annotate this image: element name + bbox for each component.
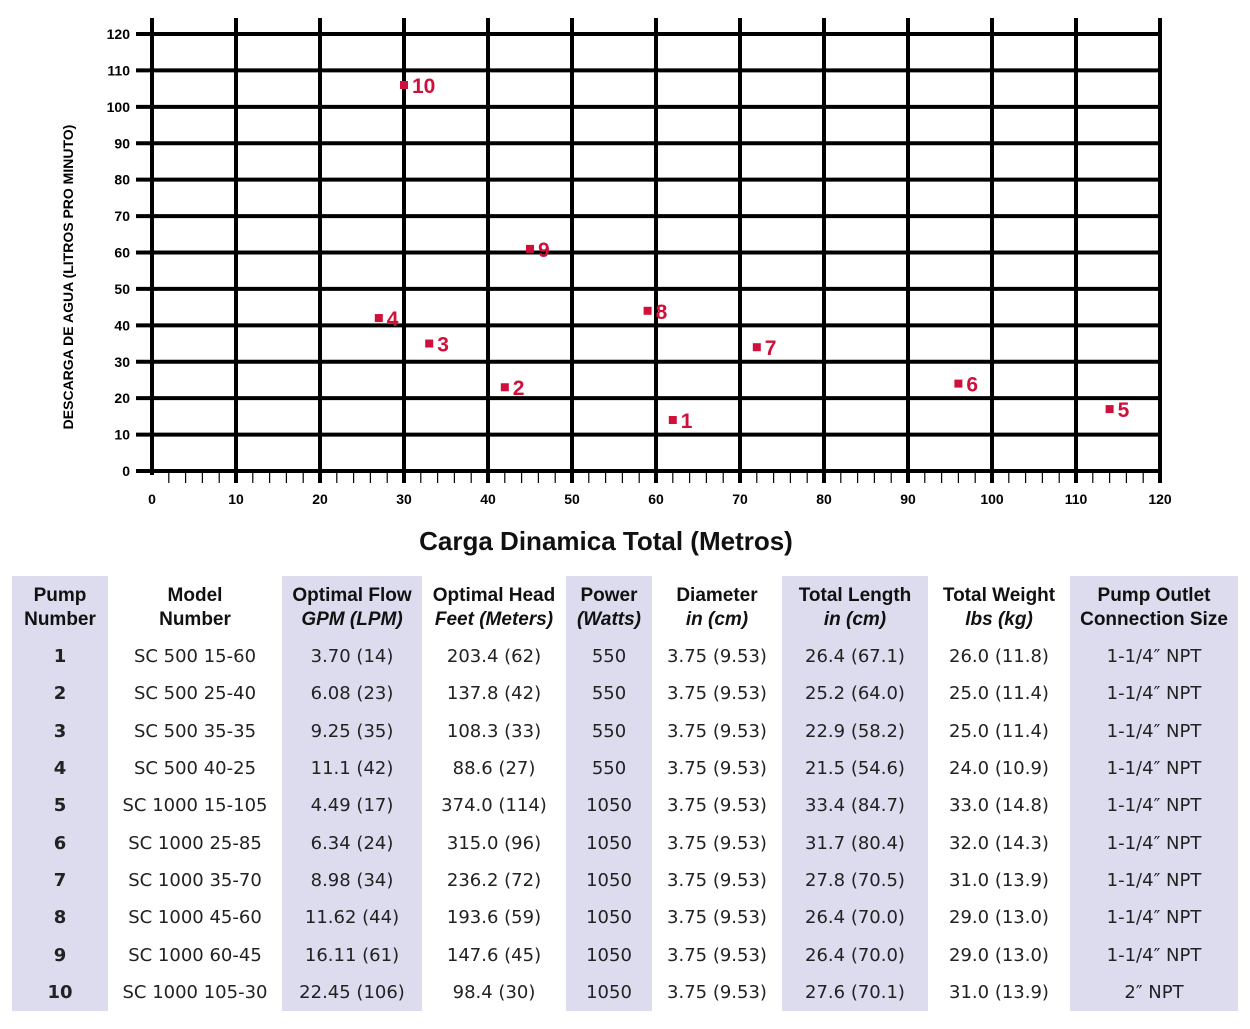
header-line2: in (cm) — [685, 609, 749, 630]
cell-pump-number: 2 — [12, 675, 108, 712]
cell-model-number: SC 500 15-60 — [133, 646, 257, 668]
cell-total-weight: 25.0 (11.4) — [949, 683, 1049, 705]
cell-model-number: SC 1000 35-70 — [128, 869, 262, 891]
cell-diameter: 3.75 (9.53) — [667, 795, 767, 817]
table-row — [12, 899, 1238, 936]
table-row — [12, 974, 1238, 1011]
x-tick-label: 10 — [228, 491, 244, 507]
cell-optimal-flow: 4.49 (17) — [282, 787, 422, 824]
y-tick-label: 90 — [114, 135, 130, 152]
data-point-8 — [644, 307, 652, 315]
cell-total-length: 27.6 (70.1) — [782, 974, 928, 1011]
header-line2: Number — [24, 609, 96, 630]
data-point-6 — [954, 380, 962, 388]
cell-optimal-flow: 16.11 (61) — [282, 936, 422, 973]
header-line2: GPM (LPM) — [301, 609, 403, 630]
cell-diameter: 3.75 (9.53) — [667, 758, 767, 780]
cell-total-length: 22.9 (58.2) — [782, 713, 928, 750]
data-label-6: 6 — [966, 373, 979, 397]
cell-diameter: 3.75 (9.53) — [667, 683, 767, 705]
x-tick-label: 20 — [312, 491, 328, 507]
data-label-9: 9 — [538, 238, 550, 262]
cell-total-weight: 29.0 (13.0) — [949, 907, 1049, 929]
cell-total-length: 27.8 (70.5) — [782, 862, 928, 899]
header-line1: Pump — [33, 585, 87, 606]
table-header-row — [12, 576, 1238, 638]
y-tick-label: 10 — [114, 426, 130, 443]
header-line2: Connection Size — [1080, 609, 1228, 630]
table-row — [12, 675, 1238, 712]
x-tick-label: 30 — [396, 491, 412, 507]
header-line2: in (cm) — [823, 609, 887, 630]
cell-power: 1050 — [566, 787, 652, 824]
cell-power: 1050 — [566, 824, 652, 861]
cell-outlet-size: 1-1/4″ NPT — [1070, 936, 1238, 973]
cell-diameter: 3.75 (9.53) — [667, 907, 767, 929]
data-point-1 — [669, 416, 677, 424]
cell-optimal-flow: 3.70 (14) — [282, 638, 422, 675]
cell-pump-number: 5 — [12, 787, 108, 824]
cell-total-weight: 31.0 (13.9) — [949, 981, 1049, 1003]
cell-outlet-size: 1-1/4″ NPT — [1070, 787, 1238, 824]
table-row — [12, 638, 1238, 675]
header-line1: Total Length — [798, 585, 912, 606]
header-line1: Model — [167, 585, 223, 606]
header-line1: Optimal Head — [432, 585, 556, 606]
cell-outlet-size: 1-1/4″ NPT — [1070, 713, 1238, 750]
cell-optimal-head: 137.8 (42) — [446, 683, 542, 705]
x-tick-label: 0 — [148, 491, 156, 507]
cell-pump-number: 4 — [12, 750, 108, 787]
cell-optimal-head: 203.4 (62) — [446, 646, 542, 668]
cell-model-number: SC 500 40-25 — [133, 758, 257, 780]
cell-total-length: 26.4 (70.0) — [782, 936, 928, 973]
data-label-3: 3 — [437, 333, 449, 357]
data-point-2 — [501, 383, 509, 391]
x-tick-label: 70 — [732, 491, 748, 507]
data-label-10: 10 — [412, 74, 436, 98]
cell-model-number: SC 1000 60-45 — [128, 944, 262, 966]
y-tick-label: 70 — [114, 208, 130, 225]
cell-pump-number: 1 — [12, 638, 108, 675]
header-line2: Feet (Meters) — [434, 609, 554, 630]
data-point-7 — [753, 343, 761, 351]
cell-optimal-head: 374.0 (114) — [441, 795, 547, 817]
cell-total-weight: 26.0 (11.8) — [949, 646, 1049, 668]
header-pump-number — [12, 576, 108, 638]
cell-outlet-size: 1-1/4″ NPT — [1070, 862, 1238, 899]
y-tick-label: 80 — [114, 171, 130, 188]
cell-power: 1050 — [566, 974, 652, 1011]
cell-diameter: 3.75 (9.53) — [667, 646, 767, 668]
cell-total-weight: 32.0 (14.3) — [949, 832, 1049, 854]
table-row — [12, 787, 1238, 824]
cell-optimal-head: 236.2 (72) — [446, 869, 542, 891]
data-point-5 — [1106, 405, 1114, 413]
data-point-4 — [375, 314, 383, 322]
pump-spec-table-container — [12, 576, 1238, 1011]
cell-outlet-size: 1-1/4″ NPT — [1070, 750, 1238, 787]
header-line1: Optimal Flow — [292, 585, 412, 606]
cell-power: 550 — [566, 638, 652, 675]
table-row — [12, 750, 1238, 787]
cell-power: 1050 — [566, 899, 652, 936]
x-tick-label: 110 — [1064, 491, 1088, 507]
x-tick-label: 100 — [980, 491, 1004, 507]
cell-optimal-flow: 6.34 (24) — [282, 824, 422, 861]
y-tick-label: 30 — [114, 353, 130, 370]
cell-optimal-head: 193.6 (59) — [446, 907, 542, 929]
header-line1: Power — [580, 585, 638, 606]
header-optimal-head — [422, 576, 566, 638]
cell-outlet-size: 1-1/4″ NPT — [1070, 675, 1238, 712]
cell-optimal-flow: 6.08 (23) — [282, 675, 422, 712]
table-body — [12, 638, 1238, 1011]
cell-power: 550 — [566, 713, 652, 750]
cell-optimal-head: 108.3 (33) — [446, 720, 542, 742]
header-line1: Diameter — [676, 585, 758, 606]
cell-optimal-head: 315.0 (96) — [446, 832, 542, 854]
cell-diameter: 3.75 (9.53) — [667, 981, 767, 1003]
cell-optimal-head: 98.4 (30) — [452, 981, 536, 1003]
cell-outlet-size: 2″ NPT — [1070, 974, 1238, 1011]
table-row — [12, 862, 1238, 899]
cell-optimal-flow: 11.62 (44) — [282, 899, 422, 936]
y-tick-label: 60 — [114, 244, 130, 261]
pump-spec-table — [12, 576, 1238, 1011]
header-line1: Total Weight — [942, 585, 1056, 606]
cell-optimal-flow: 8.98 (34) — [282, 862, 422, 899]
cell-optimal-flow: 22.45 (106) — [282, 974, 422, 1011]
header-total-weight — [928, 576, 1070, 638]
cell-pump-number: 6 — [12, 824, 108, 861]
data-label-5: 5 — [1117, 399, 1130, 423]
cell-total-length: 21.5 (54.6) — [782, 750, 928, 787]
cell-power: 550 — [566, 750, 652, 787]
cell-power: 550 — [566, 675, 652, 712]
cell-diameter: 3.75 (9.53) — [667, 944, 767, 966]
cell-outlet-size: 1-1/4″ NPT — [1070, 638, 1238, 675]
cell-pump-number: 3 — [12, 713, 108, 750]
x-tick-label: 40 — [480, 491, 496, 507]
header-line1: Pump Outlet — [1097, 585, 1211, 606]
y-tick-label: 40 — [114, 317, 130, 334]
cell-pump-number: 10 — [12, 974, 108, 1011]
y-axis-label: DESCARGA DE AGUA (LITROS PRO MINUTO) — [60, 124, 76, 430]
header-outlet-size — [1070, 576, 1238, 638]
cell-total-length: 31.7 (80.4) — [782, 824, 928, 861]
cell-model-number: SC 1000 25-85 — [128, 832, 262, 854]
cell-total-weight: 24.0 (10.9) — [949, 758, 1049, 780]
cell-total-length: 25.2 (64.0) — [782, 675, 928, 712]
cell-diameter: 3.75 (9.53) — [667, 720, 767, 742]
cell-model-number: SC 1000 15-105 — [122, 795, 268, 817]
data-label-1: 1 — [680, 410, 693, 434]
cell-total-length: 26.4 (70.0) — [782, 899, 928, 936]
y-tick-label: 0 — [122, 463, 130, 479]
cell-outlet-size: 1-1/4″ NPT — [1070, 824, 1238, 861]
x-axis-label: Carga Dinamica Total (Metros) — [419, 526, 793, 556]
cell-model-number: SC 500 25-40 — [133, 683, 257, 705]
y-tick-label: 50 — [114, 280, 130, 297]
cell-total-weight: 25.0 (11.4) — [949, 720, 1049, 742]
header-optimal-flow — [282, 576, 422, 638]
data-label-8: 8 — [655, 300, 668, 324]
cell-pump-number: 7 — [12, 862, 108, 899]
header-line2: Number — [159, 609, 231, 630]
data-label-7: 7 — [764, 337, 777, 361]
header-line2: (Watts) — [576, 609, 642, 630]
cell-optimal-flow: 9.25 (35) — [282, 713, 422, 750]
header-diameter — [652, 576, 782, 638]
cell-model-number: SC 500 35-35 — [133, 720, 257, 742]
y-tick-label: 110 — [107, 62, 130, 79]
cell-model-number: SC 1000 45-60 — [128, 907, 262, 929]
cell-optimal-flow: 11.1 (42) — [282, 750, 422, 787]
data-point-10 — [400, 81, 408, 89]
cell-power: 1050 — [566, 936, 652, 973]
x-tick-label: 120 — [1148, 491, 1172, 507]
x-tick-label: 50 — [564, 491, 580, 507]
data-label-2: 2 — [512, 377, 525, 401]
data-point-9 — [526, 245, 534, 253]
cell-total-length: 33.4 (84.7) — [782, 787, 928, 824]
cell-outlet-size: 1-1/4″ NPT — [1070, 899, 1238, 936]
table-row — [12, 713, 1238, 750]
cell-power: 1050 — [566, 862, 652, 899]
table-row — [12, 936, 1238, 973]
x-tick-label: 60 — [648, 491, 664, 507]
cell-diameter: 3.75 (9.53) — [667, 832, 767, 854]
table-row — [12, 824, 1238, 861]
data-point-3 — [425, 340, 433, 348]
cell-optimal-head: 88.6 (27) — [452, 758, 536, 780]
cell-pump-number: 8 — [12, 899, 108, 936]
cell-model-number: SC 1000 105-30 — [122, 981, 268, 1003]
cell-total-weight: 29.0 (13.0) — [949, 944, 1049, 966]
x-tick-label: 80 — [816, 491, 832, 507]
cell-pump-number: 9 — [12, 936, 108, 973]
header-total-length — [782, 576, 928, 638]
cell-optimal-head: 147.6 (45) — [446, 944, 542, 966]
cell-total-weight: 31.0 (13.9) — [949, 869, 1049, 891]
y-tick-label: 100 — [106, 98, 130, 115]
data-label-4: 4 — [386, 308, 399, 332]
header-model-number — [108, 576, 282, 638]
cell-total-length: 26.4 (67.1) — [782, 638, 928, 675]
x-tick-label: 90 — [900, 491, 916, 507]
y-tick-label: 20 — [114, 390, 130, 407]
header-power — [566, 576, 652, 638]
cell-total-weight: 33.0 (14.8) — [949, 795, 1049, 817]
y-tick-label: 120 — [106, 26, 130, 42]
header-line2: lbs (kg) — [965, 609, 1033, 630]
cell-diameter: 3.75 (9.53) — [667, 869, 767, 891]
